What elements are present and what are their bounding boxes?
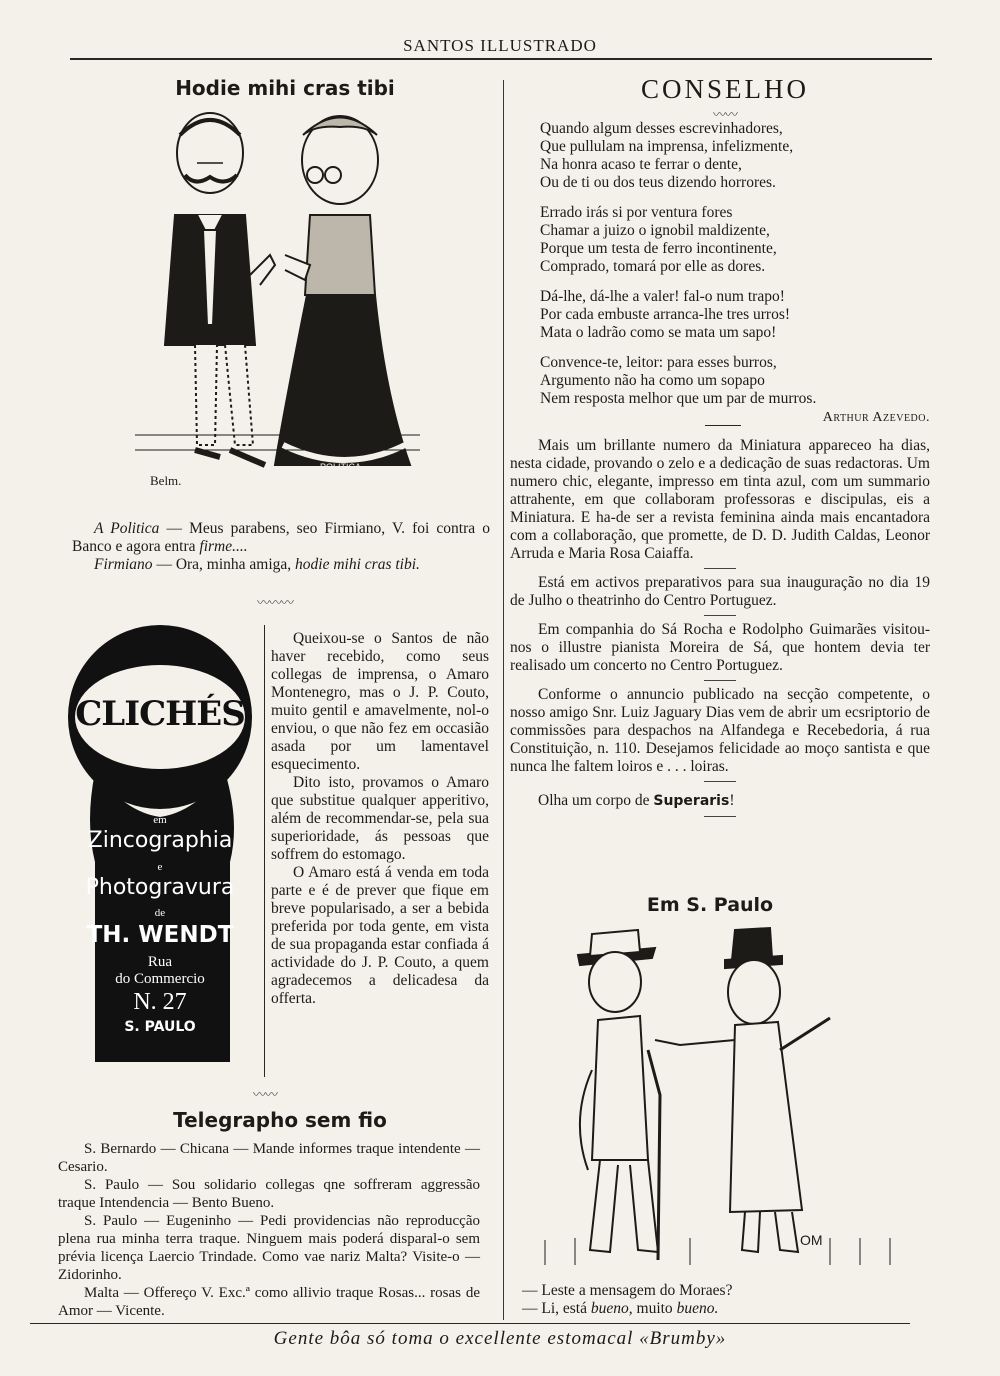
news-divider bbox=[704, 816, 736, 817]
poem-line: Mata o ladrão como se mata um sapo! bbox=[540, 324, 777, 341]
cliches-advertisement bbox=[65, 622, 255, 1072]
telegram-4: Malta — Offereço V. Exc.ª como allivio traque Rosas... rosas de Amor — Vicente. bbox=[58, 1285, 480, 1319]
news-moreira-de-sa: Em companhia do Sá Rocha e Rodolpho Guimarães visitou-nos o illustre pianista Moreira de Sá, que hontem devia ter realisado um concerto no Centro Portuguez. bbox=[510, 621, 930, 674]
poem-line: Chamar a juizo o ignobil maldizente, bbox=[540, 222, 770, 239]
news-divider bbox=[704, 781, 736, 782]
cartoon2-caption bbox=[522, 1282, 922, 1318]
telegram-2: S. Paulo — Sou solidario collegas qne soffreram aggressão traque Intendencia — Bento Bueno. bbox=[58, 1177, 480, 1211]
cartoon2-line-2b: muito bbox=[632, 1300, 677, 1317]
poem-author: Arthur Azevedo. bbox=[822, 410, 930, 425]
cartoon-caption bbox=[72, 520, 490, 574]
poem-line: Nem resposta melhor que um par de murros. bbox=[540, 390, 817, 407]
conselho-poem bbox=[540, 120, 930, 426]
cartoon2-line-2a: — Li, está bbox=[522, 1300, 591, 1317]
caption-em-1: firme.... bbox=[199, 538, 248, 555]
footer-advert: Gente bôa só toma o excellente estomacal «Brumby» bbox=[273, 1328, 727, 1349]
ad-street-1: Rua bbox=[147, 954, 173, 970]
poem-stanza-1 bbox=[540, 120, 930, 192]
ad-company: TH. WENDT bbox=[86, 922, 234, 948]
poem-line: Quando algum desses escrevinhadores, bbox=[540, 120, 783, 137]
poem-line: Errado irás si por ventura fores bbox=[540, 204, 733, 221]
poem-line: Que pullulam na imprensa, infelizmente, bbox=[540, 138, 794, 155]
cartoon2-line-1: — Leste a mensagem do Moraes? bbox=[522, 1282, 733, 1299]
news-divider bbox=[704, 615, 736, 616]
telegrapho-title: Telegrapho sem fio bbox=[173, 1108, 387, 1132]
cartoon-signature: Belm. bbox=[150, 473, 182, 488]
page-header: SANTOS ILLUSTRADO bbox=[403, 36, 597, 55]
telegram-1: S. Bernardo — Chicana — Mande informes traque intendente — Cesario. bbox=[58, 1141, 480, 1175]
cartoon2-signature: OM bbox=[800, 1232, 823, 1248]
poem-line: Argumento não ha como um sopapo bbox=[540, 372, 765, 389]
telegram-3: S. Paulo — Eugeninho — Pedi providencias não reproducção plena rua minha terra traque. Ninguem mais poderá disparal-o sem prévia licença Laercio Trindade. Como vae nariz Malta? Visite-o — Zidorinho. bbox=[58, 1213, 480, 1283]
ad-street-2: do Commercio bbox=[115, 971, 205, 987]
poem-line: Dá-lhe, dá-lhe a valer! fal-o num trapo! bbox=[540, 288, 785, 305]
poem-line: Por cada embuste arranca-lhe tres urros! bbox=[540, 306, 791, 323]
news-column bbox=[510, 437, 930, 823]
news-miniatura: Mais um brillante numero da Miniatura appareceo ha dias, nesta cidade, provando o zelo e a dedicação de suas redactoras. Um numero chic, elegante, impresso em tinta azul, com um summario attrahente, em que collaboram professoras e discipulas, eis a Miniatura. E ha-de ser a revista feminina ainda mais encantadora com a collaboração, que promette, de D. D. Judith Caldas, Leonor Arruda e Maria Rosa Caiaffa. bbox=[510, 437, 930, 562]
news-theatrinho: Está em activos preparativos para sua inauguração no dia 19 de Julho o theatrinho do Centro Portuguez. bbox=[510, 574, 930, 609]
superaris-exclaim: ! bbox=[729, 792, 735, 809]
poem-line: Comprado, tomará por elle as dores. bbox=[540, 258, 766, 275]
poem-line: Na honra acaso te ferrar o dente, bbox=[540, 156, 742, 173]
cartoon-em-s-paulo-illustration bbox=[530, 920, 920, 1275]
amaro-article bbox=[271, 630, 489, 1008]
ad-em: em bbox=[153, 814, 167, 826]
superaris-text: Olha um corpo de bbox=[538, 792, 654, 809]
ornament-divider: 〰〰 bbox=[252, 1087, 277, 1102]
amaro-paragraph-1: Queixou-se o Santos de não haver recebido, como seus collegas de imprensa, o Amaro Montenegro, mas o J. P. Couto, muito gentil e amavelmente, nol-o enviou, o que não fez em occasião asada por um lamentavel esquecimento. bbox=[271, 630, 489, 773]
caption-speaker-2: Firmiano bbox=[94, 556, 153, 573]
superaris-brand: Superaris bbox=[653, 793, 730, 809]
section-divider bbox=[705, 425, 741, 426]
amaro-paragraph-3: O Amaro está á venda em toda parte e é de prever que fique em breve popularisado, a ser a bebida preferida por toda gente, em vista de sua propaganda estar confiada á actividade do J. P. Couto, a quem agradecemos a delicadesa da offerta. bbox=[271, 864, 489, 1007]
footer-rule bbox=[30, 1323, 910, 1324]
caption-text-1: — Meus parabens, seo Firmiano, V. foi contra o Banco e agora entra bbox=[72, 520, 490, 555]
ad-e: e bbox=[157, 861, 163, 873]
poem-stanza-2 bbox=[540, 204, 930, 276]
poem-line: Convence-te, leitor: para esses burros, bbox=[540, 354, 777, 371]
cartoon2-em-2: bueno. bbox=[676, 1300, 719, 1317]
ornament-divider: 〰〰〰 bbox=[256, 595, 293, 610]
news-divider bbox=[704, 568, 736, 569]
caption-speaker-1: A Politica bbox=[94, 520, 160, 537]
ad-brand: CLICHÉS bbox=[75, 694, 245, 734]
cartoon2-title: Em S. Paulo bbox=[646, 894, 774, 916]
amaro-paragraph-2: Dito isto, provamos o Amaro que substitue qualquer apperitivo, além de recommendar-se, pela sua superioridade, ás pessoas que soffrem do estomago. bbox=[271, 774, 489, 863]
poem-line: Ou de ti ou dos teus dizendo horrores. bbox=[540, 174, 776, 191]
ad-number: N. 27 bbox=[133, 989, 187, 1015]
news-superaris bbox=[510, 792, 930, 810]
caption-em-2: hodie mihi cras tibi. bbox=[295, 556, 420, 573]
caption-text-2: — Ora, minha amiga, bbox=[156, 556, 296, 573]
ornament-divider: 〰〰 bbox=[712, 107, 737, 122]
cartoon-politica-illustration bbox=[135, 105, 420, 510]
cartoon2-line-2 bbox=[522, 1300, 922, 1318]
ad-divider bbox=[264, 625, 265, 1077]
ad-de: de bbox=[154, 907, 166, 919]
poem-stanza-3 bbox=[540, 288, 930, 342]
cartoon-title: Hodie mihi cras tibi bbox=[175, 76, 395, 100]
news-divider bbox=[704, 680, 736, 681]
poem-line: Porque um testa de ferro incontinente, bbox=[540, 240, 777, 257]
cartoon2-em-1: bueno, bbox=[590, 1300, 633, 1317]
poem-stanza-4 bbox=[540, 354, 930, 408]
ad-city: S. PAULO bbox=[124, 1019, 196, 1035]
column-separator bbox=[503, 80, 504, 1320]
ad-photogravura: Photogravura bbox=[85, 875, 235, 900]
telegrapho-list bbox=[58, 1140, 480, 1320]
news-jaguary-dias: Conforme o annuncio publicado na secção competente, o nosso amigo Snr. Luiz Jaguary Dias vem de abrir um ecsriptorio de commissões para despachos na Alfandega e Recebedoria, á rua Constituição, n. 110. Desejamos felicidade ao moço santista e que nunca lhe faltem loiros e . . . loiras. bbox=[510, 686, 930, 775]
header-rule bbox=[70, 58, 932, 60]
ad-zincographia: Zincographia bbox=[87, 828, 233, 853]
dress-label: POLITICA bbox=[320, 462, 362, 472]
conselho-title: CONSELHO bbox=[640, 74, 809, 104]
